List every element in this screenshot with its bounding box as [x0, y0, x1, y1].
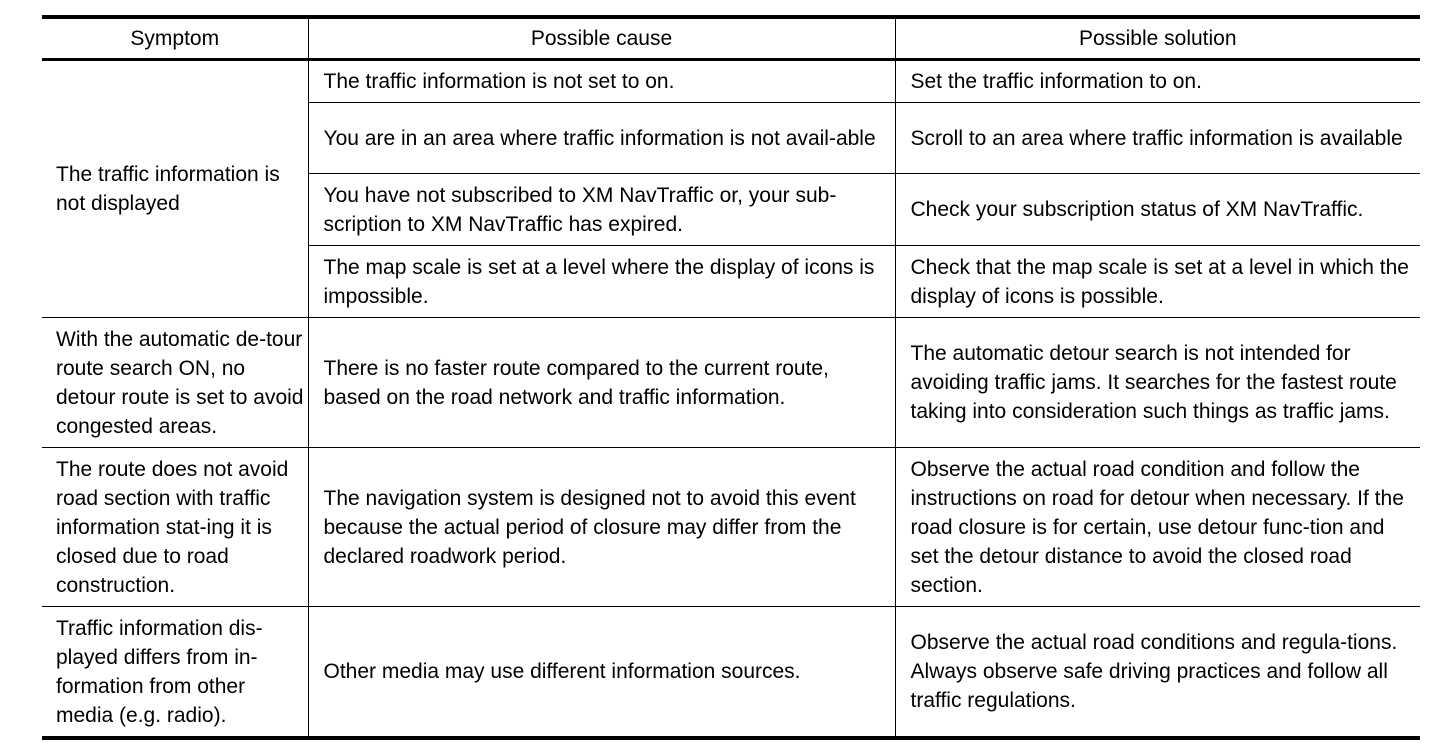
cause-cell: You have not subscribed to XM NavTraffic or, your sub-scription to XM NavTraffic has expired. — [308, 174, 895, 246]
symptom-cell: Traffic information dis-played differs from in-formation from other media (e.g. radio). — [42, 607, 308, 739]
table-row — [42, 60, 1420, 103]
cause-cell: Other media may use different information sources. — [308, 607, 895, 739]
solution-cell: Observe the actual road condition and follow the instructions on road for detour when necessary. If the road closure is for certain, use detour func-tion and set the detour distance to avoid the closed road section. — [895, 448, 1420, 607]
table-row — [42, 607, 1420, 739]
symptom-cell: With the automatic de-tour route search ON, no detour route is set to avoid congested areas. — [42, 318, 308, 448]
header-possible-solution: Possible solution — [895, 17, 1420, 60]
cause-cell: The traffic information is not set to on. — [308, 60, 895, 103]
symptom-cell: The traffic information is not displayed — [42, 60, 308, 318]
table-row — [42, 318, 1420, 448]
cause-cell: The navigation system is designed not to avoid this event because the actual period of closure may differ from the declared roadwork period. — [308, 448, 895, 607]
cause-cell: There is no faster route compared to the current route, based on the road network and traffic information. — [308, 318, 895, 448]
solution-cell: Check that the map scale is set at a level in which the display of icons is possible. — [895, 246, 1420, 318]
table-row — [42, 448, 1420, 607]
troubleshooting-table — [42, 15, 1420, 740]
header-symptom: Symptom — [42, 17, 308, 60]
solution-cell: Observe the actual road conditions and regula-tions. Always observe safe driving practices and follow all traffic regulations. — [895, 607, 1420, 739]
table-header-row — [42, 17, 1420, 60]
solution-cell: Set the traffic information to on. — [895, 60, 1420, 103]
solution-cell: Scroll to an area where traffic information is available — [895, 103, 1420, 174]
header-possible-cause: Possible cause — [308, 17, 895, 60]
solution-cell: Check your subscription status of XM NavTraffic. — [895, 174, 1420, 246]
cause-cell: The map scale is set at a level where the display of icons is impossible. — [308, 246, 895, 318]
symptom-cell: The route does not avoid road section with traffic information stat-ing it is closed due to road construction. — [42, 448, 308, 607]
cause-cell: You are in an area where traffic information is not avail-able — [308, 103, 895, 174]
solution-cell: The automatic detour search is not intended for avoiding traffic jams. It searches for the fastest route taking into consideration such things as traffic jams. — [895, 318, 1420, 448]
